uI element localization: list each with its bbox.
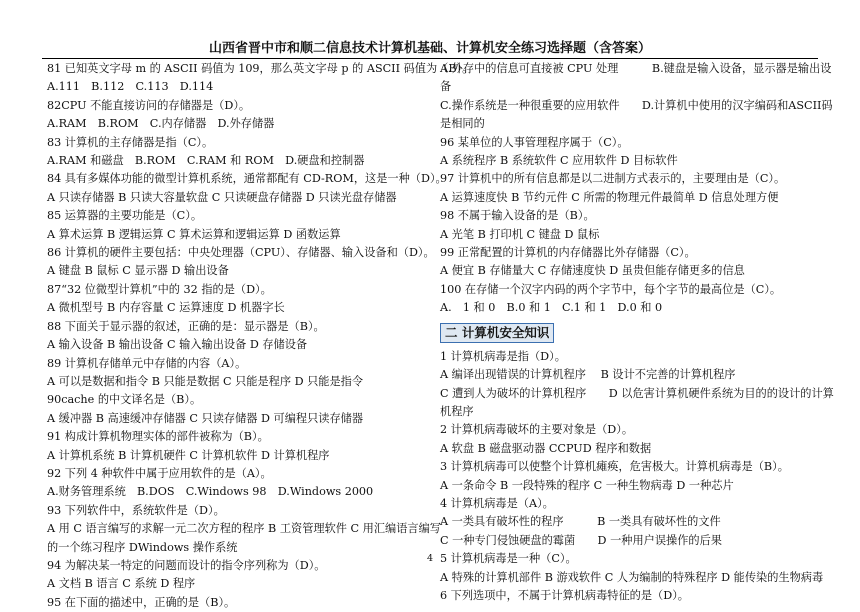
text-line: 3 计算机病毒可以使整个计算机瘫痪，危害极大。计算机病毒是（B）。 — [440, 460, 789, 474]
text-line: A. 1 和 0 B.0 和 1 C.1 和 1 D.0 和 0 — [440, 301, 663, 315]
text-line: 备 — [440, 80, 452, 94]
text-line: A.外存中的信息可直接被 CPU 处理 B.键盘是输入设备，显示器是输出设 — [440, 62, 832, 75]
text-line: A 算术运算 B 逻辑运算 C 算术运算和逻辑运算 D 函数运算 — [47, 227, 341, 241]
text-line: A 一条命令 B 一段特殊的程序 C 一种生物病毒 D 一种芯片 — [440, 478, 734, 492]
right-column-bottom — [440, 348, 834, 606]
text-line: A 文档 B 语言 C 系统 D 程序 — [47, 577, 196, 591]
text-line: 100 在存储一个汉字内码的两个字节中，每个字节的最高位是（C）。 — [440, 282, 782, 296]
text-line: 2 计算机病毒破坏的主要对象是（D）。 — [440, 423, 634, 437]
right-column — [440, 60, 834, 605]
text-line: A 光笔 B 打印机 C 键盘 D 鼠标 — [440, 227, 600, 241]
text-line: 95 在下面的描述中，正确的是（B）。 — [47, 595, 236, 609]
text-line: 是相同的 — [440, 117, 485, 131]
text-line: 88 下面关于显示器的叙述，正确的是：显示器是（B）。 — [47, 319, 325, 333]
page-number: 4 — [426, 553, 434, 564]
text-line: 97 计算机中的所有信息都是以二进制方式表示的，主要理由是（C）。 — [440, 172, 786, 186]
text-line: A 特殊的计算机部件 B 游戏软件 C 人为编制的特殊程序 D 能传染的生物病毒 — [440, 570, 824, 584]
text-line: A 键盘 B 鼠标 C 显示器 D 输出设备 — [47, 264, 229, 278]
text-line: C 一种专门侵蚀硬盘的霉菌 D 一种用户误操作的后果 — [440, 533, 722, 547]
text-line: 94 为解决某一特定的问题而设计的指令序列称为（D）。 — [47, 558, 326, 572]
text-line: 98 不属于输入设备的是（B）。 — [440, 209, 595, 223]
page-header-title: 山西省晋中市和顺二信息技术计算机基础、计算机安全练习选择题（含答案） — [42, 40, 818, 59]
text-line: 的一个练习程序 DWindows 操作系统 — [47, 540, 238, 554]
text-line: A 缓冲器 B 高速缓冲存储器 C 只读存储器 D 可编程只读存储器 — [47, 411, 364, 425]
text-line: A.RAM B.ROM C.内存储器 D.外存储器 — [47, 117, 275, 131]
text-line: 1 计算机病毒是指（D）。 — [440, 349, 566, 363]
text-line: A.111 B.112 C.113 D.114 — [47, 80, 214, 94]
text-line: 84 具有多媒体功能的微型计算机系统，通常都配有 CD-ROM，这是一种（D）。 — [47, 172, 447, 186]
text-line: 93 下列软件中，系统软件是（D）。 — [47, 503, 225, 517]
right-column-top — [440, 60, 833, 318]
text-line: 机程序 — [440, 404, 474, 418]
text-line: A 微机型号 B 内存容量 C 运算速度 D 机器字长 — [47, 301, 285, 315]
text-line: C 遭到人为破坏的计算机程序 D 以危害计算机硬件系统为目的的设计的计算 — [440, 386, 834, 400]
text-line: 92 下列 4 种软件中属于应用软件的是（A）。 — [47, 466, 272, 480]
text-line: A 编译出现错误的计算机程序 B 设计不完善的计算机程序 — [440, 368, 736, 382]
text-line: A 用 C 语言编写的求解一元二次方程的程序 B 工资管理软件 C 用汇编语言编写 — [47, 522, 441, 536]
text-line: A 可以是数据和指令 B 只能是数据 C 只能是程序 D 只能是指令 — [47, 374, 364, 388]
text-line: 82CPU 不能直接访问的存储器是（D）。 — [47, 98, 251, 112]
text-line: A.RAM 和磁盘 B.ROM C.RAM 和 ROM D.硬盘和控制器 — [47, 154, 365, 168]
text-line: 83 计算机的主存储器是指（C）。 — [47, 135, 214, 149]
text-line: 91 构成计算机物理实体的部件被称为（B）。 — [47, 430, 269, 444]
text-line: A 运算速度快 B 节约元件 C 所需的物理元件最简单 D 信息处理方便 — [440, 190, 779, 204]
text-line: 85 运算器的主要功能是（C）。 — [47, 209, 203, 223]
text-line: A 只读存储器 B 只读大容量软盘 C 只读硬盘存储器 D 只读光盘存储器 — [47, 190, 397, 204]
text-line: 5 计算机病毒是一种（C）。 — [440, 552, 577, 566]
text-line: 6 下列选项中，不属于计算机病毒特征的是（D）。 — [440, 588, 689, 602]
text-line: 87“32 位微型计算机”中的 32 指的是（D）。 — [47, 282, 272, 296]
text-line: A 一类具有破坏性的程序 B 一类具有破坏性的文件 — [440, 515, 721, 529]
text-line: 96 某单位的人事管理程序属于（C）。 — [440, 135, 629, 149]
text-line: A 输入设备 B 输出设备 C 输入输出设备 D 存储设备 — [47, 338, 308, 352]
text-line: 90cache 的中文译名是（B）。 — [47, 393, 202, 407]
text-line: A 计算机系统 B 计算机硬件 C 计算机软件 D 计算机程序 — [47, 448, 330, 462]
text-line: 81 已知英文字母 m 的 ASCII 码值为 109，那么英文字母 p 的 ASCII 码值为（B）。 — [47, 62, 474, 75]
text-line: C.操作系统是一种很重要的应用软件 D.计算机中使用的汉字编码和ASCII码 — [440, 98, 833, 112]
section-heading: 二 计算机安全知识 — [440, 323, 554, 343]
text-line: 86 计算机的硬件主要包括：中央处理器（CPU）、存储器、输入设备和（D）。 — [47, 246, 435, 260]
text-line: A.财务管理系统 B.DOS C.Windows 98 D.Windows 2000 — [47, 485, 374, 499]
text-line: 99 正常配置的计算机的内存储器比外存储器（C）。 — [440, 246, 696, 260]
text-line: 4 计算机病毒是（A）。 — [440, 496, 554, 510]
text-line: A 便宜 B 存储量大 C 存储速度快 D 虽贵但能存储更多的信息 — [440, 264, 745, 278]
text-line: 89 计算机存储单元中存储的内容（A）。 — [47, 356, 247, 370]
text-line: A 系统程序 B 系统软件 C 应用软件 D 目标软件 — [440, 154, 678, 168]
text-line: A 软盘 B 磁盘驱动器 CCPUD 程序和数据 — [440, 441, 652, 455]
